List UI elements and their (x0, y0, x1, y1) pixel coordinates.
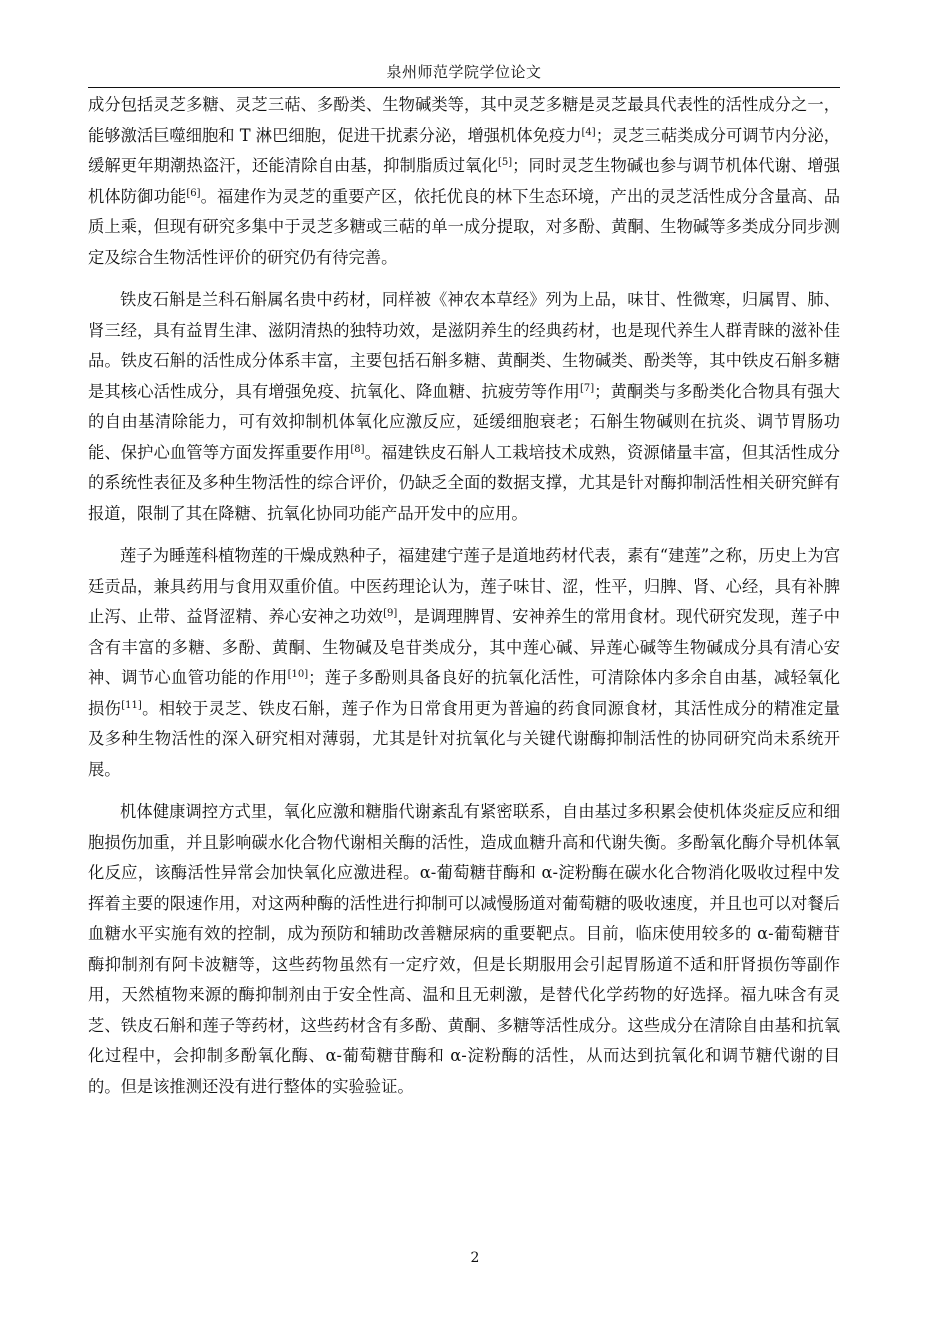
paragraph-4 (88, 797, 840, 1102)
citation-ref: [8] (350, 443, 365, 455)
text-run: 成分包括灵芝多糖、灵芝三萜、多酚类、生物碱类等，其中灵芝多糖是灵芝最具代表性的活性成分之一，能够激活巨噬细胞和 T 淋巴细胞，促进干扰素分泌，增强机体免疫力 (88, 95, 840, 145)
text-run: 莲子为睡莲科植物莲的干燥成熟种子，福建建宁莲子是道地药材代表，素有“建莲”之称，历史上为宫廷贡品，兼具药用与食用双重价值。中医药理论认为，莲子味甘、涩，性平，归脾、肾、心经，具有补脾止泻、止带、益肾涩精、养心安神之功效 (88, 546, 840, 626)
citation-ref: [10] (287, 669, 309, 680)
text-run: 。相较于灵芝、铁皮石斛，莲子作为日常食用更为普遍的药食同源食材，其活性成分的精准定量及多种生物活性的深入研究相对薄弱，尤其是针对抗氧化与关键代谢酶抑制活性的协同研究尚未系统开展。 (88, 698, 840, 779)
text-run: ；莲子多酚则具备良好的抗氧化活性，可清除体内多余自由基，减轻氧化损伤 (88, 668, 840, 718)
citation-ref: [11] (121, 699, 142, 711)
citation-ref: [6] (186, 187, 201, 199)
paragraph-2 (88, 285, 840, 529)
text-run: ；同时灵芝生物碱也参与调节机体代谢、增强机体防御功能 (88, 156, 840, 206)
text-run: 机体健康调控方式里，氧化应激和糖脂代谢紊乱有紧密联系，自由基过多积累会使机体炎症反应和细胞损伤加重，并且影响碳水化合物代谢相关酶的活性，造成血糖升高和代谢失衡。多酚氧化酶介导机体氧化反应，该酶活性异常会加快氧化应激进程。α-葡萄糖苷酶和 α-淀粉酶在碳水化合物消化吸收过程中发挥着主要的限速作用，对这两种酶的活性进行抑制可以减慢肠道对葡萄糖的吸收速度，并且也可以对餐后血糖水平实施有效的控制，成为预防和辅助改善糖尿病的重要靶点。目前，临床使用较多的 α-葡萄糖苷酶抑制剂有阿卡波糖等，这些药物虽然有一定疗效，但是长期服用会引起胃肠道不适和肝肾损伤等副作用，天然植物来源的酶抑制剂由于安全性高、温和且无刺激，是替代化学药物的好选择。福九味含有灵芝、铁皮石斛和莲子等药材，这些药材含有多酚、黄酮、多糖等活性成分。这些成分在清除自由基和抗氧化过程中，会抑制多酚氧化酶、α-葡萄糖苷酶和 α-淀粉酶的活性，从而达到抗氧化和调节糖代谢的目的。但是该推测还没有进行整体的实验验证。 (88, 802, 840, 1096)
text-run: ，是调理脾胃、安神养生的常用食材。现代研究发现，莲子中含有丰富的多糖、多酚、黄酮、生物碱及皂苷类成分，其中莲心碱、异莲心碱等生物碱成分具有清心安神、调节心血管功能的作用 (88, 607, 840, 687)
text-run: ；黄酮类与多酚类化合物具有强大的自由基清除能力，可有效抑制机体氧化应激反应，延缓细胞衰老；石斛生物碱则在抗炎、调节胃肠功能、保护心血管等方面发挥重要作用 (88, 381, 840, 462)
page-number: 2 (470, 1250, 480, 1266)
citation-ref: [9] (383, 608, 398, 619)
text-run: ；灵芝三萜类成分可调节内分泌，缓解更年期潮热盗汗，还能清除自由基，抑制脂质过氧化 (88, 125, 840, 175)
citation-ref: [5] (497, 157, 513, 168)
body-text (88, 90, 840, 1114)
paragraph-1 (88, 90, 840, 273)
text-run: 铁皮石斛是兰科石斛属名贵中药材，同样被《神农本草经》列为上品，味甘、性微寒，归属胃、肺、肾三经，具有益胃生津、滋阴清热的独特功效，是滋阴养生的经典药材，也是现代养生人群青睐的滋补佳品。铁皮石斛的活性成分体系丰富，主要包括石斛多糖、黄酮类、生物碱类、酚类等，其中铁皮石斛多糖是其核心活性成分，具有增强免疫、抗氧化、降血糖、抗疲劳等作用 (88, 290, 840, 401)
citation-ref: [4] (581, 126, 596, 138)
header-rule (88, 87, 840, 88)
running-header: 泉州师范学院学位论文 (386, 63, 542, 81)
citation-ref: [7] (579, 382, 595, 394)
text-run: 。福建铁皮石斛人工栽培技术成熟，资源储量丰富，但其活性成分的系统性表征及多种生物活性的综合评价，仍缺乏全面的数据支撑，尤其是针对酶抑制活性相关研究鲜有报道，限制了其在降糖、抗氧化协同功能产品开发中的应用。 (88, 442, 840, 523)
text-run: 。福建作为灵芝的重要产区，依托优良的林下生态环境，产出的灵芝活性成分含量高、品质上乘，但现有研究多集中于灵芝多糖或三萜的单一成分提取，对多酚、黄酮、生物碱等多类成分同步测定及综合生物活性评价的研究仍有待完善。 (88, 186, 840, 267)
paragraph-3 (88, 541, 840, 785)
